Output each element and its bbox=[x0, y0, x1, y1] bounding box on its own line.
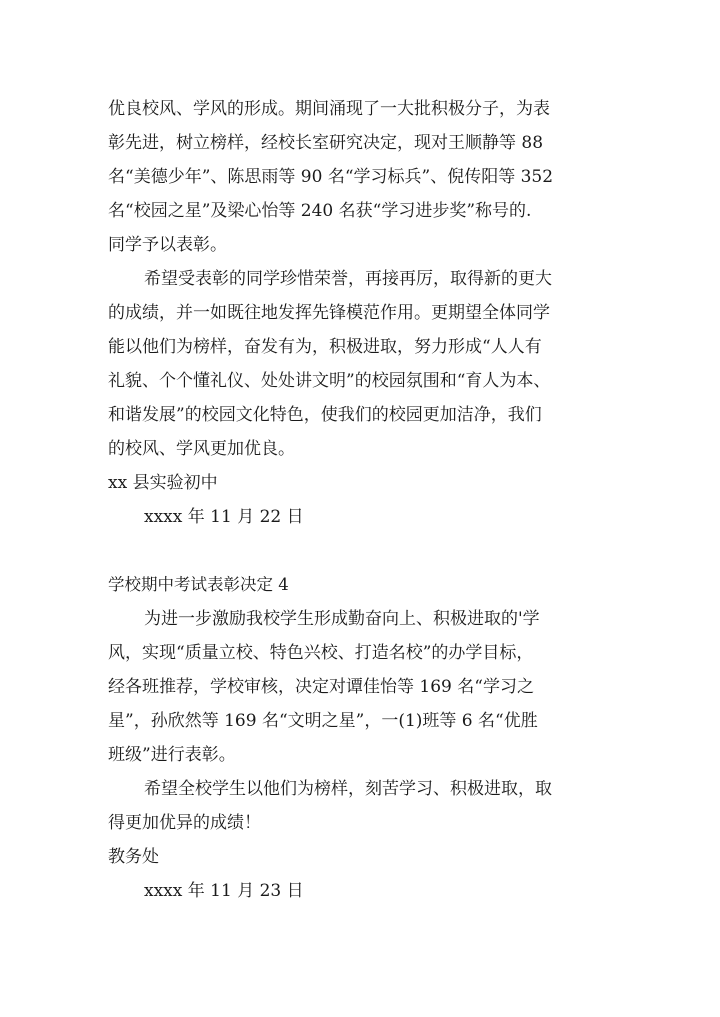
document-page bbox=[108, 92, 620, 908]
issuer-name: 教务处 bbox=[108, 847, 159, 867]
issue-date: xxxx 年 11 月 22 日 bbox=[144, 507, 304, 527]
paragraph-hope bbox=[108, 262, 620, 466]
text-line: 彰先进，树立榜样，经校长室研究决定，现对王顺静等 88 bbox=[108, 133, 544, 153]
text-line: 的成绩，并一如既往地发挥先锋模范作用。更期望全体同学 bbox=[108, 303, 550, 323]
text-line: 优良校风、学风的形成。期间涌现了一大批积极分子，为表 bbox=[108, 99, 550, 119]
text-line: 名“校园之星”及梁心怡等 240 名获“学习进步奖”称号的. bbox=[108, 201, 532, 221]
paragraph-encouragement bbox=[108, 772, 620, 840]
issuer-name: xx 县实验初中 bbox=[108, 473, 218, 493]
text-line: 得更加优异的成绩！ bbox=[108, 813, 261, 833]
text-line: 礼貌、个个懂礼仪、处处讲文明”的校园氛围和“育人为本、 bbox=[108, 371, 551, 391]
section-title: 学校期中考试表彰决定 4 bbox=[108, 575, 289, 594]
text-line: 和谐发展”的校园文化特色，使我们的校园更加洁净，我们 bbox=[108, 405, 542, 425]
text-line: 风，实现“质量立校、特色兴校、打造名校”的办学目标， bbox=[108, 643, 534, 663]
text-line: 希望受表彰的同学珍惜荣誉，再接再厉，取得新的更大 bbox=[144, 269, 552, 289]
text-line: 名“美德少年”、陈思雨等 90 名“学习标兵”、倪传阳等 352 bbox=[108, 167, 554, 187]
text-line: 星”，孙欣然等 169 名“文明之星”，一(1)班等 6 名“优胜 bbox=[108, 711, 538, 731]
issue-date: xxxx 年 11 月 23 日 bbox=[144, 881, 304, 901]
section-spacer bbox=[108, 534, 620, 568]
text-line: 希望全校学生以他们为榜样，刻苦学习、积极进取，取 bbox=[144, 779, 552, 799]
paragraph-commendation-continued bbox=[108, 92, 620, 262]
text-line: 的校风、学风更加优良。 bbox=[108, 439, 295, 459]
text-line: 班级”进行表彰。 bbox=[108, 745, 236, 765]
text-line: 为进一步激励我校学生形成勤奋向上、积极进取的'学 bbox=[144, 609, 540, 629]
text-line: 能以他们为榜样，奋发有为，积极进取，努力形成“人人有 bbox=[108, 337, 542, 357]
text-line: 同学予以表彰。 bbox=[108, 235, 227, 255]
paragraph-decision bbox=[108, 602, 620, 772]
text-line: 经各班推荐，学校审核，决定对谭佳怡等 169 名“学习之 bbox=[108, 677, 534, 697]
